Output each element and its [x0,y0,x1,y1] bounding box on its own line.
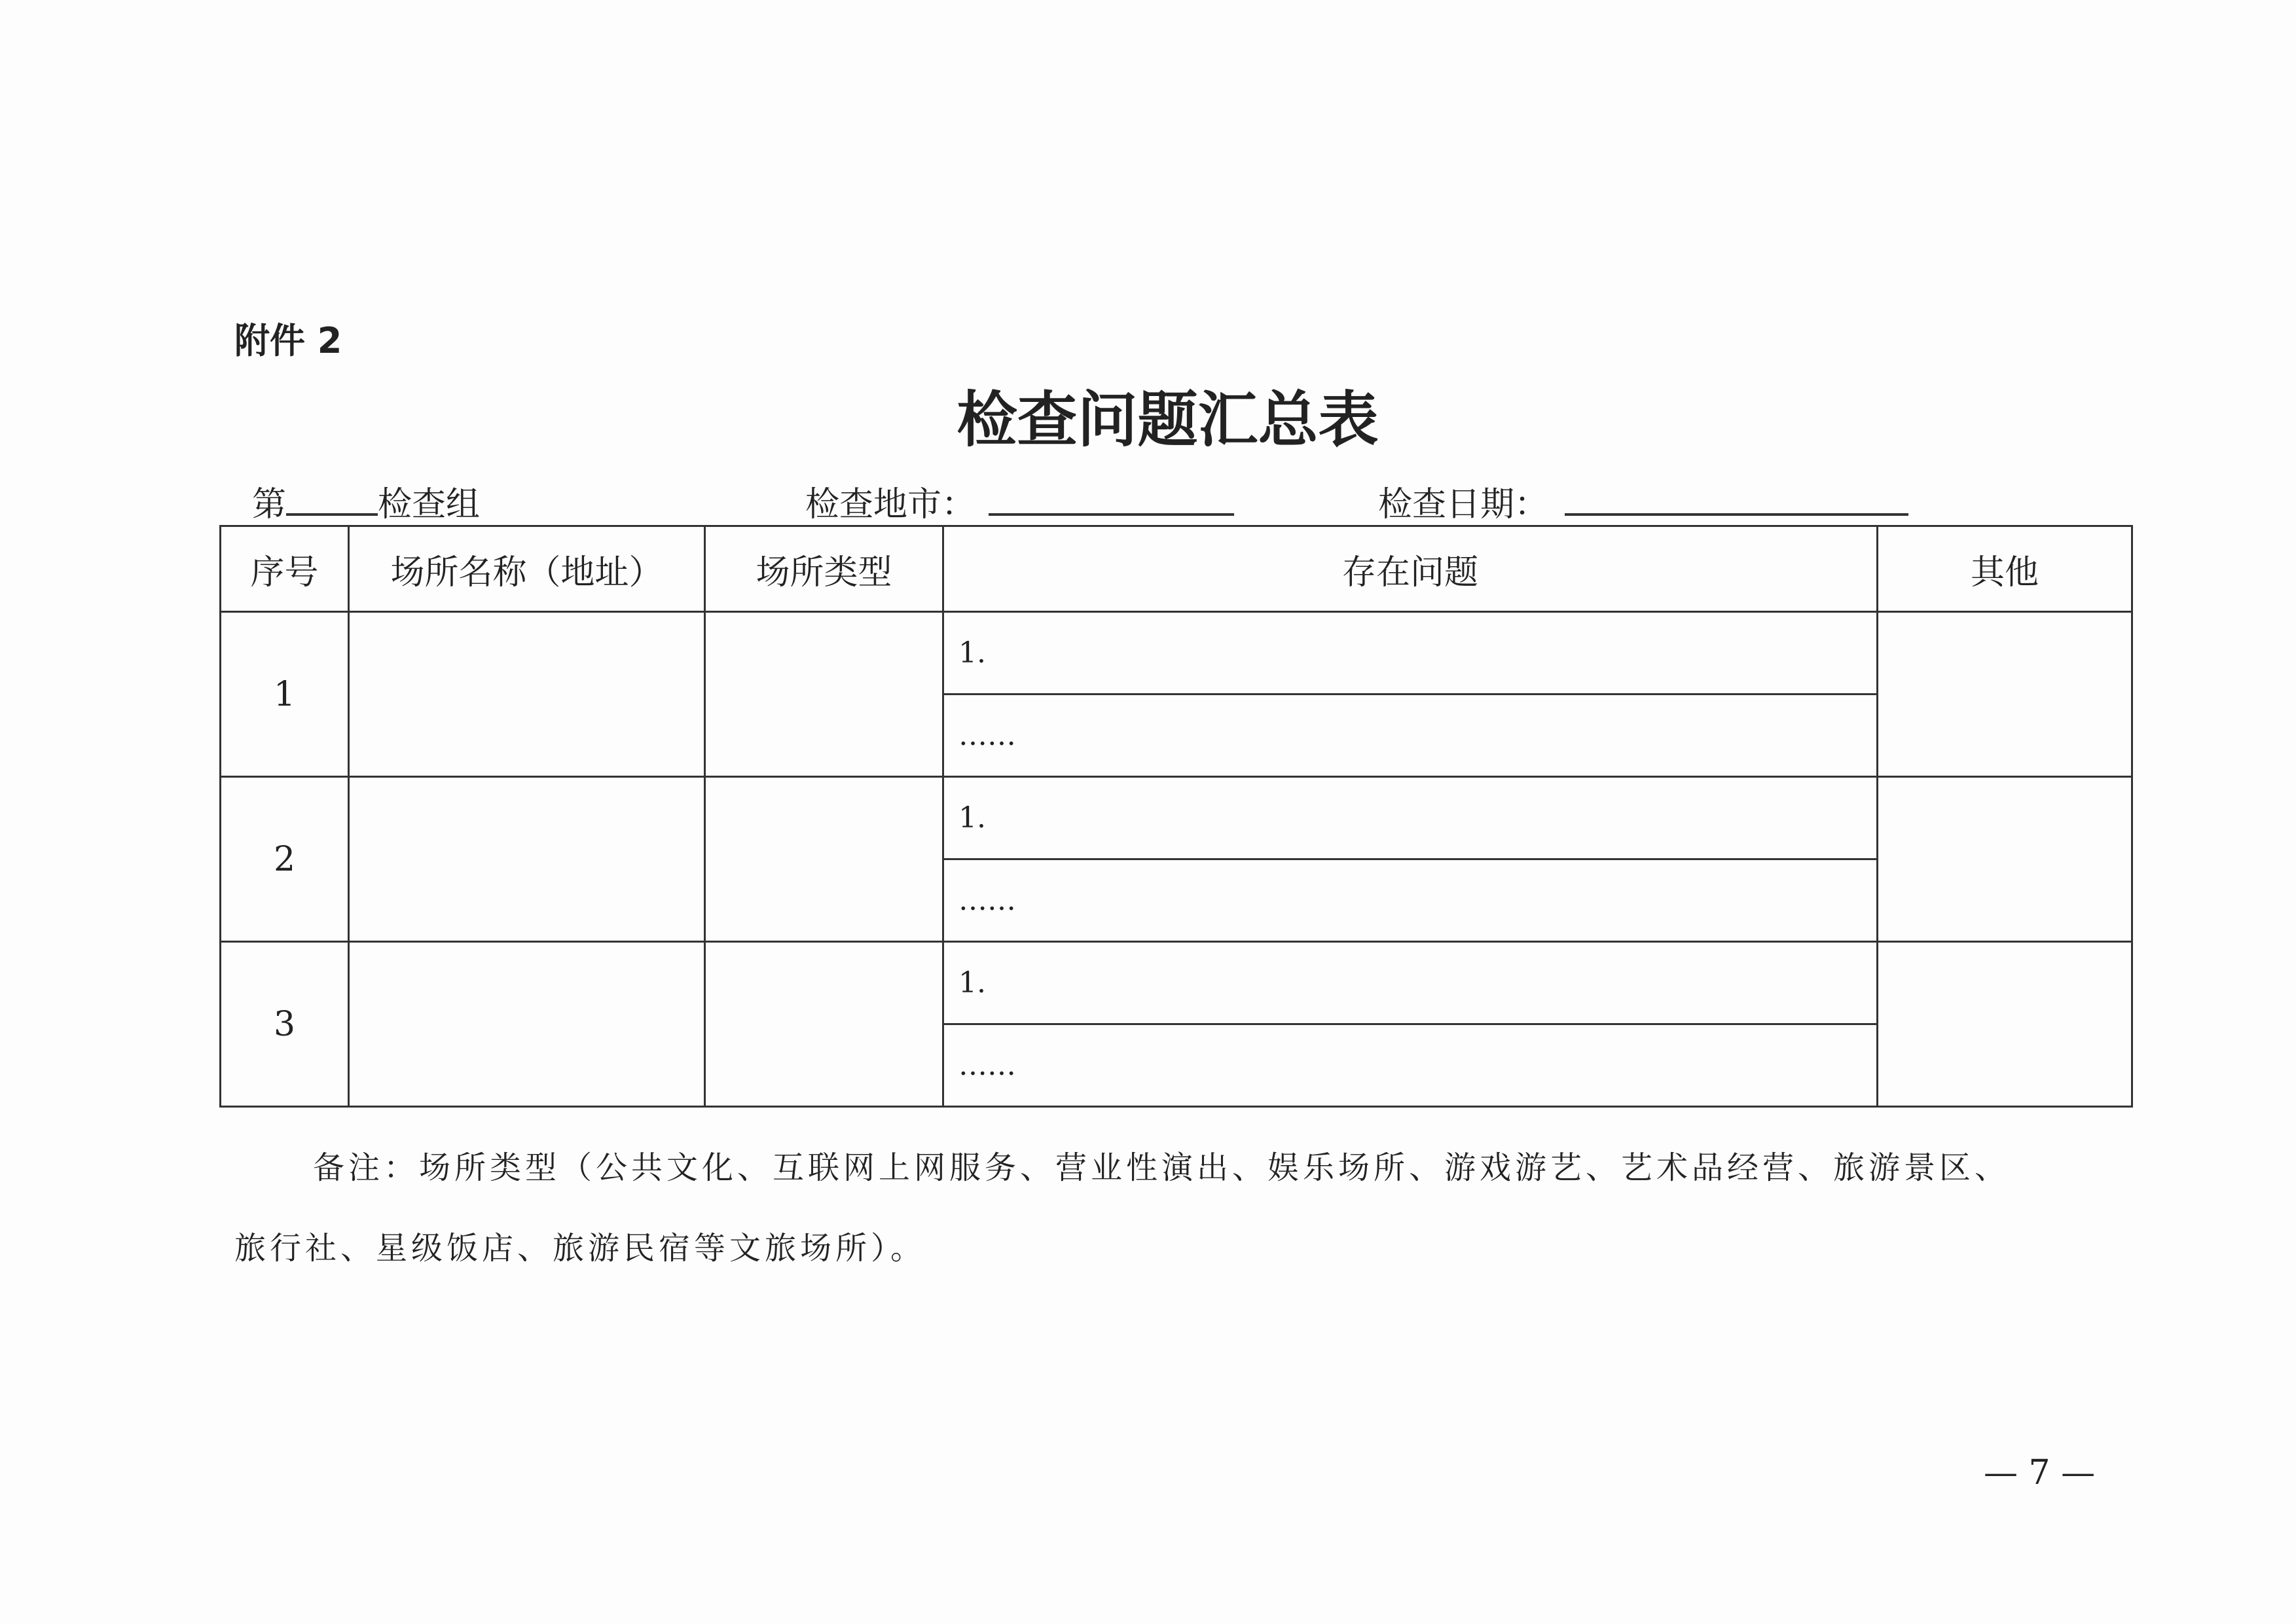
venue-type-cell[interactable] [705,612,943,777]
other-cell[interactable] [1878,777,2132,942]
issue-cell[interactable]: …… [943,859,1878,942]
venue-name-cell[interactable] [349,942,705,1107]
note-line-1: 备注：场所类型（公共文化、互联网上网服务、营业性演出、娱乐场所、游戏游艺、艺术品经营、旅游景区、 [313,1149,2011,1186]
date-label: 检查日期： [1378,485,1549,524]
note-line-2: 旅行社、星级饭店、旅游民宿等文旅场所）。 [234,1230,926,1267]
venue-name-cell[interactable] [349,612,705,777]
row-number: 2 [221,777,349,942]
table-row [221,942,2132,1024]
city-blank[interactable] [989,507,1234,516]
venue-type-cell[interactable] [705,942,943,1107]
issues-table [219,525,2133,1108]
group-field [252,477,480,526]
group-suffix: 检查组 [378,485,481,524]
city-field [805,477,1234,526]
group-prefix: 第 [252,485,287,524]
page-number: — 7 — [1984,1453,2096,1492]
venue-type-cell[interactable] [705,777,943,942]
group-blank[interactable] [286,507,378,516]
date-field [1378,477,1908,526]
attachment-label: 附件 2 [234,320,342,361]
document-title: 检查问题汇总表 [957,384,1379,455]
city-label: 检查地市： [805,485,976,524]
header-seq: 序号 [221,526,349,612]
table-row [221,612,2132,695]
issue-cell[interactable]: 1. [943,777,1878,859]
row-number: 1 [221,612,349,777]
header-issues: 存在问题 [943,526,1878,612]
issue-cell[interactable]: …… [943,1024,1878,1107]
issue-cell[interactable]: 1. [943,942,1878,1024]
date-blank[interactable] [1565,507,1908,516]
venue-name-cell[interactable] [349,777,705,942]
row-number: 3 [221,942,349,1107]
other-cell[interactable] [1878,942,2132,1107]
table-row [221,777,2132,859]
header-venue-name: 场所名称（地址） [349,526,705,612]
table-header-row [221,526,2132,612]
issue-cell[interactable]: …… [943,695,1878,777]
header-other: 其他 [1878,526,2132,612]
header-venue-type: 场所类型 [705,526,943,612]
issue-cell[interactable]: 1. [943,612,1878,695]
other-cell[interactable] [1878,612,2132,777]
